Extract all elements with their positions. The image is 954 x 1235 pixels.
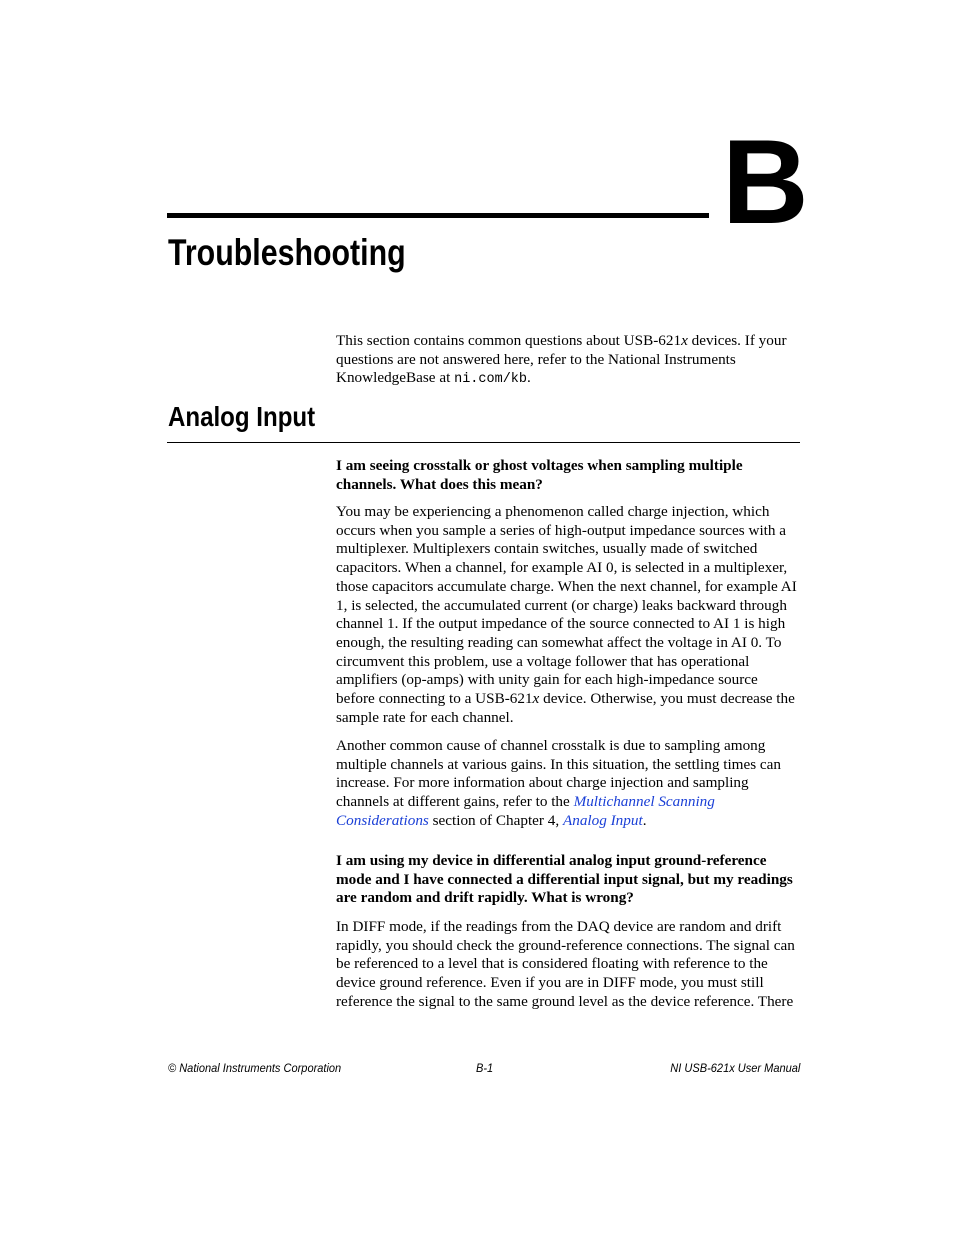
- intro-paragraph: This section contains common questions about USB-621x devices. If your questions are not answered here, refer to the National Instruments KnowledgeBase at ni.com/kb.: [336, 332, 787, 388]
- footer-page-number: B-1: [476, 1061, 494, 1075]
- chapter-rule: [167, 213, 709, 218]
- section-title: Analog Input: [168, 401, 316, 432]
- chapter-letter: B: [722, 115, 807, 249]
- chapter-title: Troubleshooting: [168, 232, 406, 273]
- answer-1: You may be experiencing a phenomenon called charge injection, which occurs when you sample a series of high-output impedance sources with a multiplexer. Multiplexers contain switches, usually made of switched capacitors. When a channel, for example AI 0, is selected in a multiplexer, those capacitors accumulate charge. When the next channel, for example AI 1, is selected, the accumulated current (or charge) leaks backward through channel 1. If the output impedance of the source connected to AI 1 is high enough, the resulting reading can somewhat affect the voltage in AI 0. To circumvent this problem, use a voltage follower that has operational amplifiers (op-amps) with unity gain for each high-impedance source before connecting to a USB-621x device. Otherwise, you must decrease the sample rate for each channel.: [336, 503, 797, 726]
- link-multichannel-scanning[interactable]: Multichannel Scanning Considerations: [336, 793, 715, 829]
- section-rule: [167, 442, 800, 443]
- question-2: I am using my device in differential analog input ground-reference mode and I have connected a differential input signal, but my readings are random and drift rapidly. What is wrong?: [336, 852, 793, 907]
- answer-3: In DIFF mode, if the readings from the DAQ device are random and drift rapidly, you should check the ground-reference connections. The signal can be referenced to a level that is considered floating with reference to the device ground reference. Even if you are in DIFF mode, you must still reference the signal to the same ground level as the device reference. There: [336, 918, 795, 1010]
- answer-2: Another common cause of channel crosstalk is due to sampling among multiple channels at various gains. In this situation, the settling times can increase. For more information about charge injection and sampling channels at different gains, refer to the Multichannel Scanning Considerations section of Chapter 4, Analog Input.: [336, 737, 781, 829]
- kb-url: ni.com/kb: [454, 372, 528, 388]
- footer-copyright: © National Instruments Corporation: [168, 1061, 342, 1075]
- link-analog-input[interactable]: Analog Input: [562, 811, 643, 829]
- question-1: I am seeing crosstalk or ghost voltages when sampling multiple channels. What does this mean?: [336, 457, 743, 493]
- footer-manual-title: NI USB-621x User Manual: [669, 1061, 800, 1075]
